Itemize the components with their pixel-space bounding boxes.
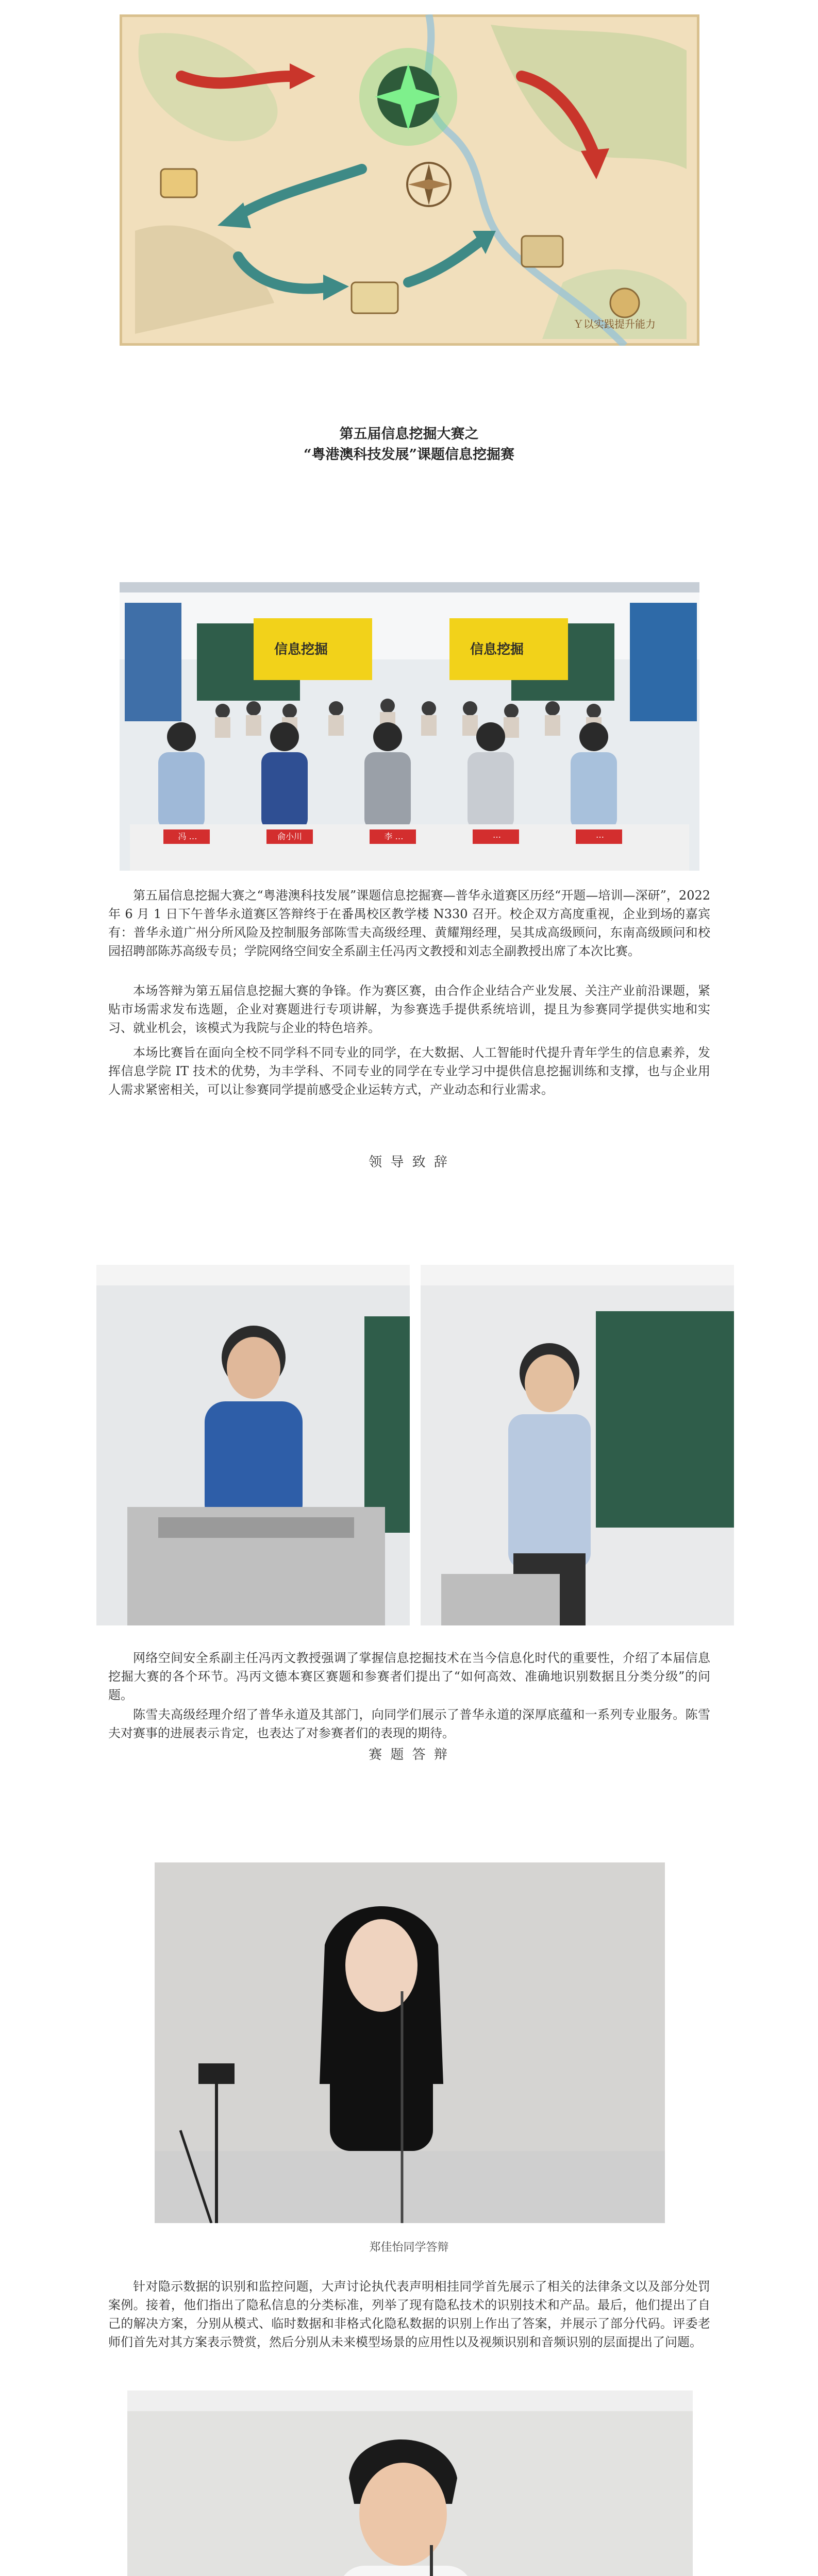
defense-section-title: 赛 题 答 辩: [369, 1747, 449, 1762]
speech-photo-right: [421, 1265, 734, 1625]
group-photo-art: [120, 582, 699, 871]
speech-photo-right-art: [421, 1265, 734, 1625]
defense-photo-2: [127, 2391, 693, 2576]
speech-photo-left: [96, 1265, 410, 1625]
speech-paragraph-2: 陈雪夫高级经理介绍了普华永道及其部门，向同学们展示了普华永道的深厚底蕴和一系列专业服务。陈雪夫对赛事的进展表示肯定，也表达了对参赛者们的表现的期待。: [108, 1707, 710, 1740]
speech-paragraph-1: 网络空间安全系副主任冯丙文教授强调了掌握信息挖掘技术在当今信息化时代的重要性，介绍了本届信息挖掘大赛的各个环节。冯丙文德本赛区赛题和参赛者们提出了“如何高效、准确地识别数据且分类分级”的问题。: [108, 1651, 710, 1702]
header-map-illustration: [120, 14, 699, 346]
intro-paragraph-3: 本场比赛旨在面向全校不同学科不同专业的同学，在大数据、人工智能时代提升青年学生的信息素养，发挥信息学院 IT 技术的优势，为丰学科、不同专业的同学在专业学习中提供信息挖掘训练和支撑，也与企业用人需求紧密相关，可以让参赛同学提前感受企业运转方式，产业动态和行业需求。: [108, 1045, 710, 1097]
defense-paragraph-1: 针对隐示数据的识别和监控问题，大声讨论执代表声明相挂同学首先展示了相关的法律条文以及部分处罚案例。接着，他们指出了隐私信息的分类标准，列举了现有隐私技术的识别技术和产品。最后，他们提出了自己的解决方案，分别从模式、临时数据和非格式化隐私数据的识别上作出了答案，并展示了部分代码。评委老师们首先对其方案表示赞赏，然后分别从未来模型场景的应用性以及视频识别和音频识别的层面提出了问题。: [108, 2279, 710, 2349]
group-photo: [120, 582, 699, 871]
map-slogan: Ｙ以实践提升能力: [573, 318, 656, 330]
speaker1-caption: 郑佳怡同学答辩: [369, 2241, 449, 2254]
banner-right-text: 信息挖掘: [470, 642, 524, 657]
desk-sign-1: 冯 …: [178, 832, 197, 841]
banner-left-text: 信息挖掘: [274, 642, 328, 657]
intro-paragraph-1: 第五届信息挖掘大赛之“粤港澳科技发展”课题信息挖掘赛—普华永道赛区历经“开题—培训—深研”，2022 年 6 月 1 日下午普华永道赛区答辩终于在番禺校区教学楼 N330 召开。校企双方高度重视，企业到场的嘉宾有：普华永道广州分所风险及控制服务部陈雪夫高级经理、黄耀翔经理，吴其成高级顾问，东南高级顾问和校园招聘部陈苏高级专员；学院网络空间安全系副主任冯丙文教授和刘志全副教授出席了本次比赛。: [108, 888, 710, 958]
desk-sign-2: 俞小川: [277, 832, 302, 841]
speech-photo-left-art: [96, 1265, 410, 1625]
page-title-line1: 第五届信息挖掘大赛之: [339, 426, 479, 442]
defense-photo-1-art: [155, 1862, 665, 2223]
defense-photo-2-art: [127, 2391, 693, 2576]
page-title-line2: “粤港澳科技发展”课题信息挖掘赛: [303, 447, 515, 463]
intro-paragraph-2: 本场答辩为第五届信息挖掘大赛的争锋。作为赛区赛，由合作企业结合产业发展、关注产业前沿课题，紧贴市场需求发布选题，企业对赛题进行专项讲解，为参赛选手提供系统培训，提且为参赛同学提供实地和实习、就业机会，该模式为我院与企业的特色培养。: [108, 984, 710, 1035]
map-art: [120, 14, 699, 346]
desk-sign-4: …: [493, 830, 501, 840]
desk-sign-5: …: [596, 830, 604, 840]
desk-sign-3: 李 …: [384, 832, 404, 841]
speech-section-title: 领 导 致 辞: [369, 1155, 449, 1170]
defense-photo-1: [155, 1862, 665, 2223]
